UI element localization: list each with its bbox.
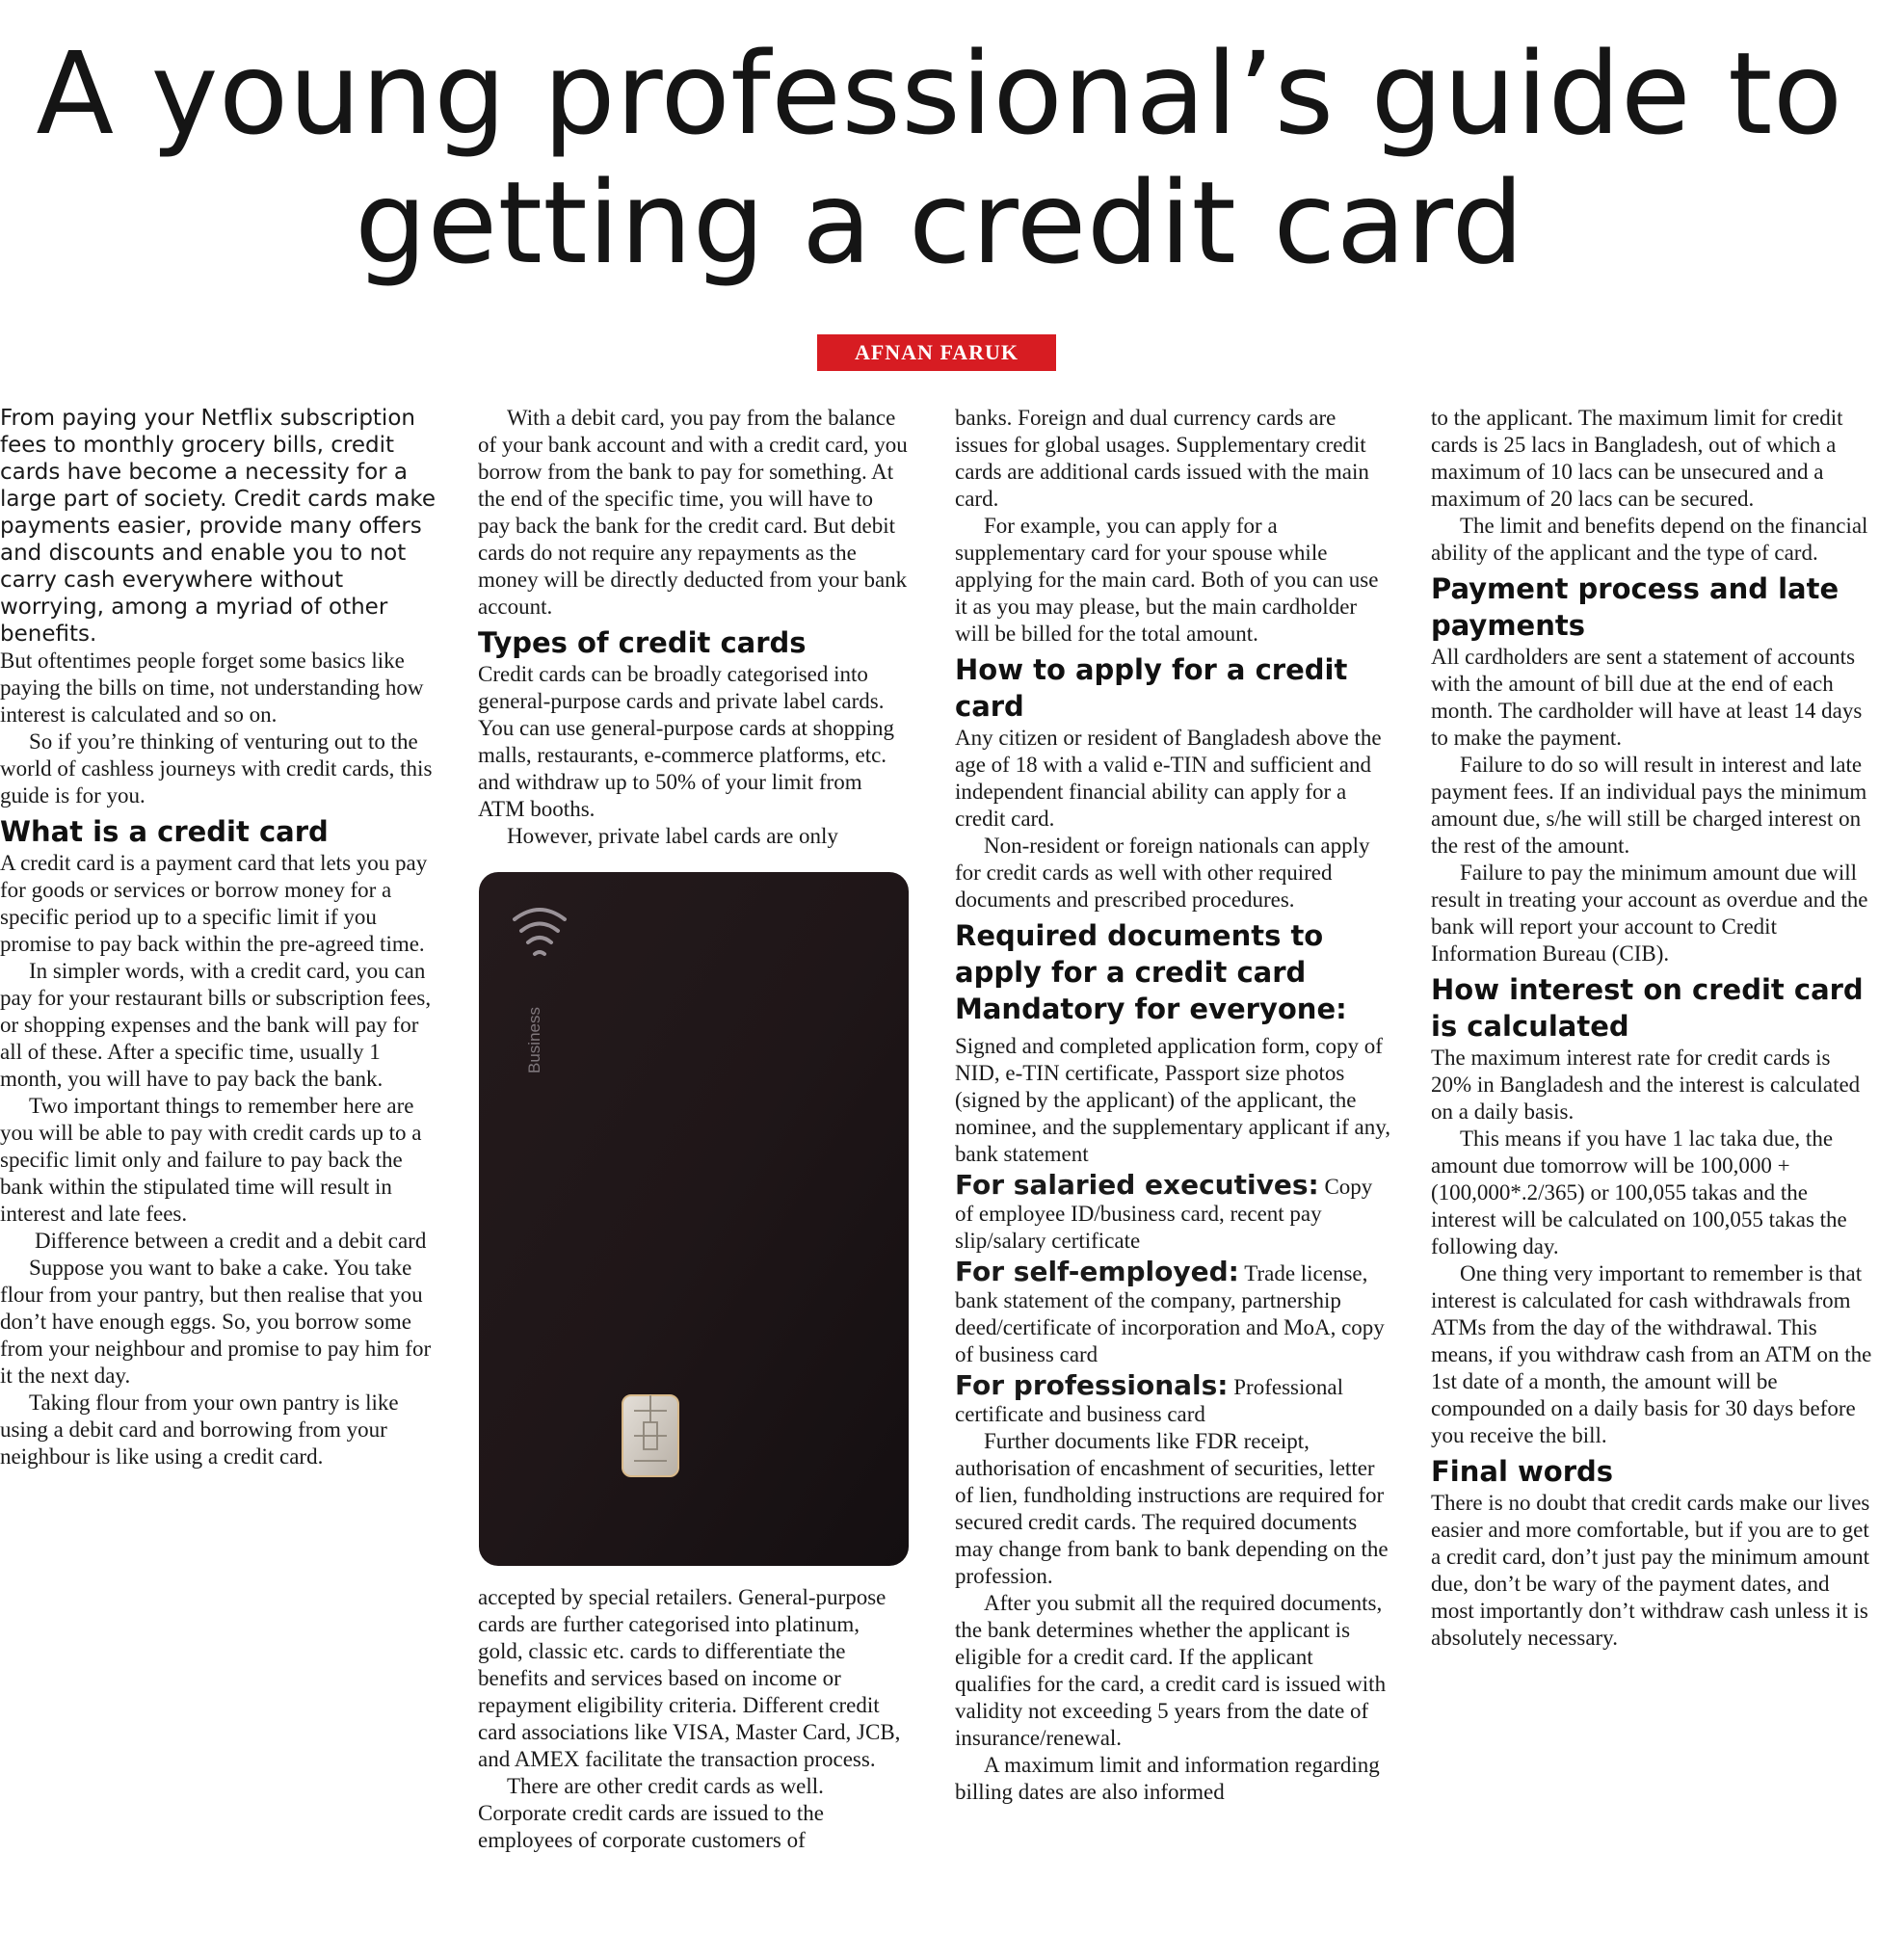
body-paragraph: accepted by special retailers. General-purpose cards are further categorised into platinum, gold, classic etc. cards to differentiate the benefits and services based on income or repayment eligibility criteria. Different credit card associations like VISA, Master Card, JCB, and AMEX facilitate the transaction process. <box>478 1585 901 1771</box>
body-text: Professional certificate and business card <box>955 1375 1343 1426</box>
body-paragraph: Difference between a credit and a debit card <box>35 1229 427 1253</box>
body-paragraph <box>955 1169 1393 1255</box>
body-paragraph: Non-resident or foreign nationals can apply for credit cards as well with other required documents and prescribed procedures. <box>955 834 1370 912</box>
article-column-1 <box>0 405 441 1951</box>
body-text: Trade license, bank statement of the company, partnership deed/certificate of incorporation and MoA, copy of business card <box>955 1261 1385 1366</box>
body-paragraph: After you submit all the required documents, the bank determines whether the applicant is eligible for a credit card. If the applicant qualifies for the card, a credit card is issued with validity not exceeding 5 years from the date of insurance/renewal. <box>955 1591 1387 1750</box>
credit-card-image <box>478 871 910 1567</box>
section-heading: Types of credit cards <box>478 626 807 659</box>
headline-line-1: A young professional’s guide to <box>36 27 1843 160</box>
body-paragraph: Two important things to remember here are you will be able to pay with credit cards up to a specific limit only and failure to pay back the bank within the stipulated time will result in interest and late fees. <box>0 1094 422 1226</box>
article-column-2 <box>478 405 910 1951</box>
body-paragraph: There is no doubt that credit cards make our lives easier and more comfortable, but if you are to get a credit card, don’t just pay the minimum amount due, don’t be wary of the payment dates, and most importantly don’t withdraw cash unless it is absolutely necessary. <box>1431 1491 1870 1650</box>
body-paragraph: Any citizen or resident of Bangladesh above the age of 18 with a valid e-TIN and sufficient and independent financial ability can apply for a credit card. <box>955 726 1382 831</box>
card-body <box>479 872 909 1566</box>
section-heading: Required documents to apply for a credit card <box>955 919 1324 989</box>
body-paragraph: All cardholders are sent a statement of accounts with the amount of bill due at the end of each month. The cardholder will have at least 14 days to make the payment. <box>1431 645 1863 750</box>
body-paragraph: In simpler words, with a credit card, you can pay for your restaurant bills or subscription fees, or shopping expenses and the bank will pay for all of these. After a specific time, usually 1 month, you will have to pay back the bank. <box>0 959 432 1091</box>
author-byline: AFNAN FARUK <box>817 334 1056 371</box>
section-heading: How to apply for a credit card <box>955 653 1348 723</box>
body-paragraph <box>955 1258 1393 1368</box>
body-paragraph: This means if you have 1 lac taka due, the amount due tomorrow will be 100,000 + (100,000*.2/365) or 100,055 takas and the interest will be calculated on 100,055 takas the following day. <box>1431 1126 1847 1258</box>
article-column-4 <box>1431 405 1872 1951</box>
inline-heading: For self-employed: <box>955 1256 1239 1287</box>
body-paragraph: For example, you can apply for a supplementary card for your spouse while applying for the main card. Both of you can use it as you may please, but the main cardholder will be billed for the total amount. <box>955 514 1379 646</box>
body-paragraph: Failure to pay the minimum amount due will result in treating your account as overdue and the bank will report your account to Credit Information Bureau (CIB). <box>1431 861 1868 966</box>
emv-chip-icon <box>622 1395 678 1476</box>
card-business-label: Business <box>525 1007 543 1073</box>
body-paragraph: Signed and completed application form, copy of NID, e-TIN certificate, Passport size photos (signed by the applicant) of the applicant, the nominee, and the supplementary applicant if any, bank statement <box>955 1034 1390 1166</box>
credit-card-photo <box>478 871 910 1567</box>
body-paragraph: The maximum interest rate for credit cards is 20% in Bangladesh and the interest is calculated on a daily basis. <box>1431 1046 1861 1124</box>
body-paragraph: With a debit card, you pay from the balance of your bank account and with a credit card, you borrow from the bank to pay for something. At the end of the specific time, you will have to pay back the bank for the credit card. But debit cards do not require any repayments as the money will be directly deducted from your bank account. <box>478 406 908 619</box>
article-column-3 <box>955 405 1393 1951</box>
body-paragraph: A maximum limit and information regarding billing dates are also informed <box>955 1753 1380 1804</box>
inline-heading: For salaried executives: <box>955 1169 1319 1201</box>
body-paragraph: to the applicant. The maximum limit for credit cards is 25 lacs in Bangladesh, out of which a maximum of 10 lacs can be unsecured and a maximum of 20 lacs can be secured. <box>1431 406 1843 511</box>
inline-heading: For professionals: <box>955 1369 1229 1401</box>
section-heading: What is a credit card <box>0 815 329 848</box>
section-heading: How interest on credit card is calculated <box>1431 973 1864 1043</box>
section-heading: Final words <box>1431 1455 1614 1488</box>
body-paragraph: There are other credit cards as well. Corporate credit cards are issued to the employees of corporate customers of <box>478 1774 824 1852</box>
body-paragraph: Further documents like FDR receipt, authorisation of encashment of securities, letter of lien, fundholding instructions are required for secured credit cards. The required documents may change from bank to bank depending on the profession. <box>955 1429 1389 1588</box>
body-text: Copy of employee ID/business card, recent pay slip/salary certificate <box>955 1175 1373 1253</box>
body-paragraph <box>955 1369 1393 1428</box>
body-paragraph: The limit and benefits depend on the financial ability of the applicant and the type of card. <box>1431 514 1868 565</box>
body-paragraph: But oftentimes people forget some basics like paying the bills on time, not understanding how interest is calculated and so on. <box>0 649 424 727</box>
section-heading: Payment process and late payments <box>1431 572 1839 642</box>
lede-paragraph: From paying your Netflix subscription fees to monthly grocery bills, credit cards have become a necessity for a large part of society. Credit cards make payments easier, provide many offers and discounts and enable you to not carry cash everywhere without worrying, among a myriad of other benefits. <box>0 406 437 647</box>
body-paragraph: However, private label cards are only <box>507 824 838 848</box>
section-subheading: Mandatory for everyone: <box>955 993 1347 1025</box>
body-paragraph: Credit cards can be broadly categorised into general-purpose cards and private label cards. You can use general-purpose cards at shopping malls, restaurants, e-commerce platforms, etc. and withdraw up to 50% of your limit from ATM booths. <box>478 662 895 821</box>
body-paragraph: So if you’re thinking of venturing out to the world of cashless journeys with credit cards, this guide is for you. <box>0 729 433 808</box>
article-headline <box>0 29 1879 287</box>
headline-line-2: getting a credit card <box>355 156 1524 289</box>
body-paragraph: Taking flour from your own pantry is like using a debit card and borrowing from your neighbour is like using a credit card. <box>0 1391 399 1469</box>
body-paragraph: A credit card is a payment card that lets you pay for goods or services or borrow money for a specific period up to a specific limit if you promise to pay back within the pre-agreed time. <box>0 851 428 956</box>
body-paragraph: Suppose you want to bake a cake. You take flour from your pantry, but then realise that you don’t have enough eggs. So, you borrow some from your neighbour and promise to pay him for it the next day. <box>0 1256 432 1388</box>
body-paragraph: One thing very important to remember is that interest is calculated for cash withdrawals from ATMs from the day of the withdrawal. This means, if you withdraw cash from an ATM on the 1st date of a month, the amount will be compounded on a daily basis for 30 days before you receive the bill. <box>1431 1261 1872 1447</box>
body-paragraph: Failure to do so will result in interest and late payment fees. If an individual pays the minimum amount due, s/he will still be charged interest on the rest of the amount. <box>1431 753 1867 858</box>
body-paragraph: banks. Foreign and dual currency cards are issues for global usages. Supplementary credit cards are additional cards issued with the main card. <box>955 406 1369 511</box>
